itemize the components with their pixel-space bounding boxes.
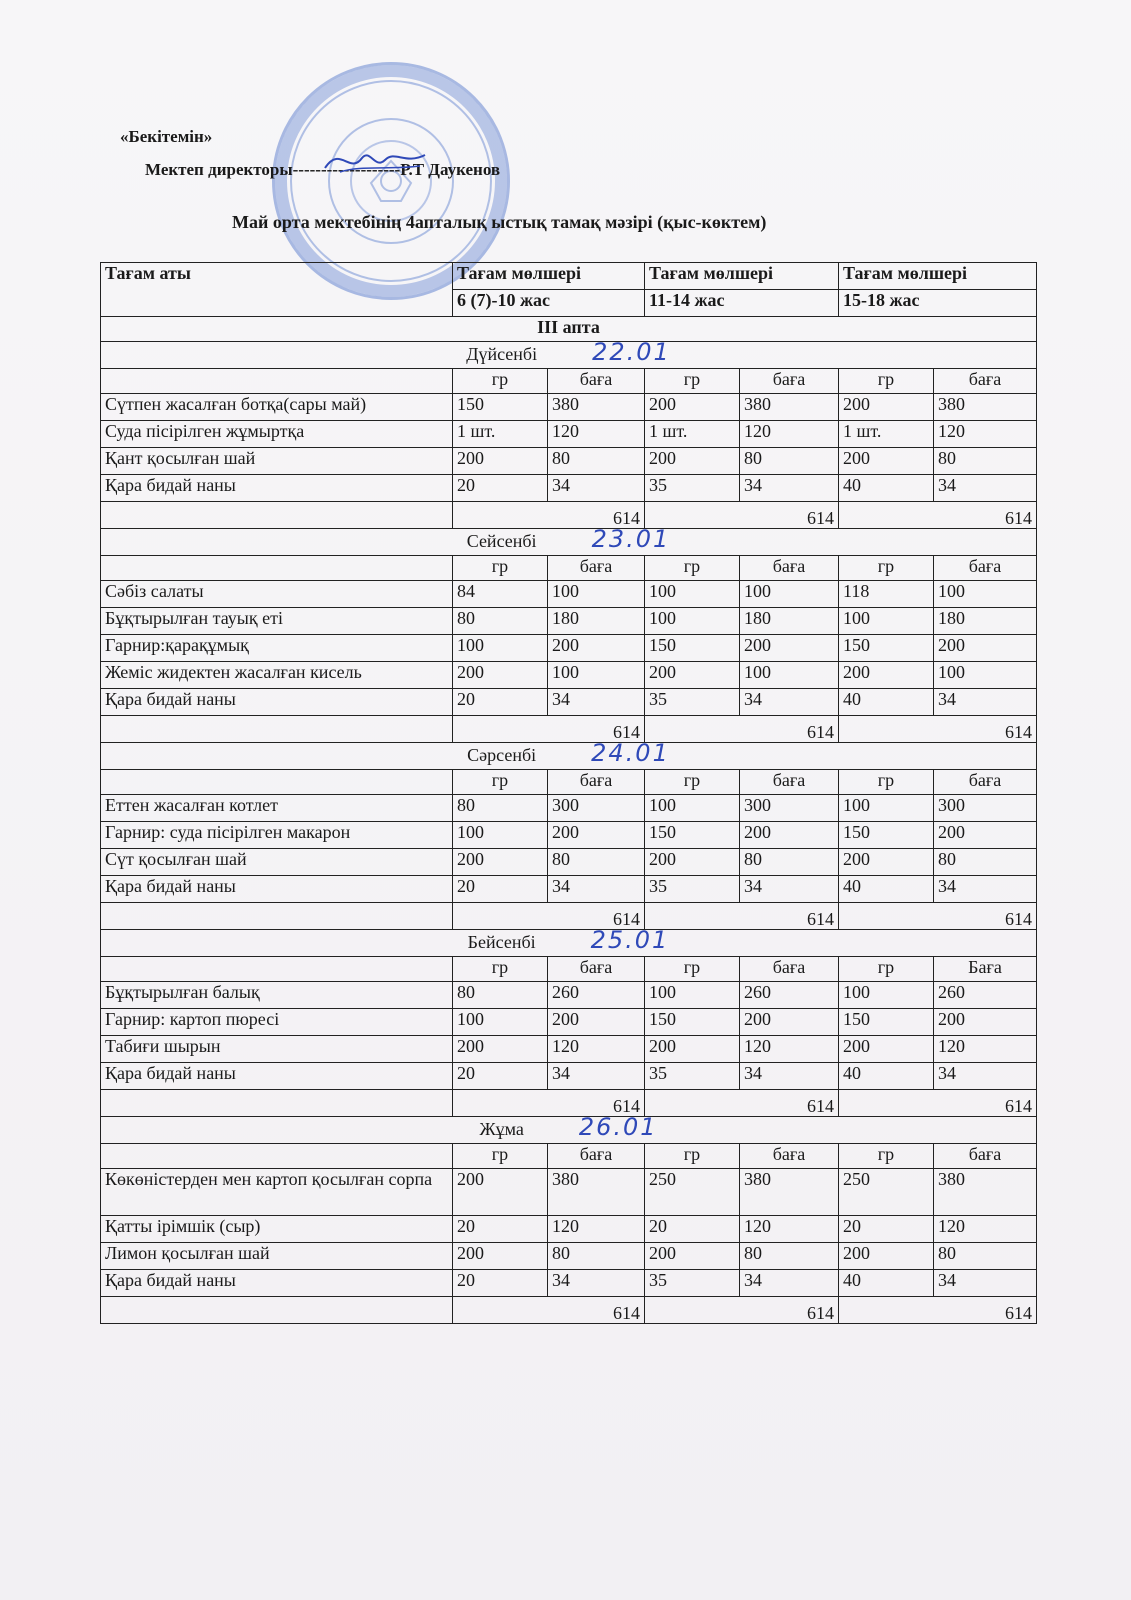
grams-value: 1 шт.	[645, 421, 740, 448]
column-qty-1: Тағам мөлшері	[453, 263, 645, 290]
dish-name: Жеміс жидектен жасалған кисель	[101, 662, 453, 689]
handwritten-date: 23.01	[591, 525, 671, 553]
grams-value: 200	[453, 1243, 548, 1270]
price-value: 34	[740, 876, 839, 903]
grams-value: 35	[645, 689, 740, 716]
price-value: 34	[548, 1063, 645, 1090]
price-value: 100	[740, 581, 839, 608]
price-value: 200	[548, 822, 645, 849]
day-cell	[101, 739, 1037, 770]
price-value: 380	[548, 394, 645, 421]
total-price: 614	[645, 1297, 839, 1324]
total-price: 614	[839, 1297, 1037, 1324]
price-value: 120	[934, 1036, 1037, 1063]
price-value: 100	[548, 581, 645, 608]
grams-value: 20	[453, 1216, 548, 1243]
dish-name: Қант қосылған шай	[101, 448, 453, 475]
price-value: 80	[548, 849, 645, 876]
day-name: Бейсенбі	[467, 932, 536, 952]
handwritten-date: 25.01	[590, 926, 670, 954]
grams-value: 100	[645, 982, 740, 1009]
blank-cell	[101, 957, 453, 982]
handwritten-date: 22.01	[592, 338, 671, 366]
price-value: 120	[548, 1216, 645, 1243]
table-row	[101, 1063, 1037, 1090]
price-value: 380	[740, 394, 839, 421]
grams-value: 200	[645, 1243, 740, 1270]
price-value: 260	[548, 982, 645, 1009]
price-value: 34	[740, 689, 839, 716]
grams-value: 150	[839, 1009, 934, 1036]
price-value: 34	[548, 876, 645, 903]
price-value: 100	[740, 662, 839, 689]
price-value: 200	[740, 1009, 839, 1036]
dish-name: Бұқтырылған тауық еті	[101, 608, 453, 635]
total-price: 614	[839, 903, 1037, 930]
grams-value: 150	[839, 635, 934, 662]
dish-name: Бұқтырылған балық	[101, 982, 453, 1009]
total-row	[101, 1090, 1037, 1117]
grams-value: 200	[453, 1169, 548, 1216]
dish-name: Сүтпен жасалған ботқа(сары май)	[101, 394, 453, 421]
unit-price: баға	[548, 770, 645, 795]
grams-value: 40	[839, 1063, 934, 1090]
approval-label: «Бекітемін»	[120, 127, 213, 146]
unit-grams: гр	[839, 957, 934, 982]
price-value: 34	[934, 876, 1037, 903]
blank-cell	[101, 1090, 453, 1117]
price-value: 100	[548, 662, 645, 689]
blank-cell	[101, 1297, 453, 1324]
day-row	[101, 342, 1037, 369]
grams-value: 250	[645, 1169, 740, 1216]
price-value: 80	[740, 448, 839, 475]
price-value: 34	[548, 689, 645, 716]
grams-value: 200	[645, 1036, 740, 1063]
grams-value: 100	[645, 608, 740, 635]
day-name: Сейсенбі	[466, 531, 537, 551]
grams-value: 150	[645, 822, 740, 849]
table-row	[101, 581, 1037, 608]
grams-value: 20	[453, 1063, 548, 1090]
price-value: 180	[740, 608, 839, 635]
unit-grams: гр	[645, 556, 740, 581]
total-price: 614	[839, 716, 1037, 743]
menu-table	[100, 262, 1037, 1324]
unit-row	[101, 556, 1037, 581]
unit-grams: гр	[645, 369, 740, 394]
grams-value: 250	[839, 1169, 934, 1216]
age-group-2: 11-14 жас	[645, 290, 839, 317]
blank-cell	[101, 716, 453, 743]
total-row	[101, 903, 1037, 930]
total-price: 614	[453, 716, 645, 743]
week-label: III апта	[101, 317, 1037, 342]
dish-name: Гарнир: суда пісірілген макарон	[101, 822, 453, 849]
unit-grams: гр	[839, 1144, 934, 1169]
grams-value: 20	[453, 1270, 548, 1297]
day-row	[101, 1117, 1037, 1144]
total-price: 614	[453, 1297, 645, 1324]
day-name: Дүйсенбі	[466, 344, 538, 364]
dish-name: Сәбіз салаты	[101, 581, 453, 608]
total-row	[101, 1297, 1037, 1324]
unit-price: баға	[548, 556, 645, 581]
day-name: Сәрсенбі	[467, 745, 537, 765]
grams-value: 80	[453, 982, 548, 1009]
price-value: 80	[934, 1243, 1037, 1270]
document-title: Май орта мектебінің 4апталық ыстық тамақ мәзірі (қыс-көктем)	[232, 212, 767, 232]
age-group-3: 15-18 жас	[839, 290, 1037, 317]
unit-grams: гр	[839, 369, 934, 394]
table-row	[101, 448, 1037, 475]
grams-value: 100	[839, 982, 934, 1009]
grams-value: 100	[453, 1009, 548, 1036]
price-value: 80	[548, 448, 645, 475]
table-row	[101, 475, 1037, 502]
price-value: 200	[934, 635, 1037, 662]
dish-name: Гарнир:қарақұмық	[101, 635, 453, 662]
grams-value: 150	[645, 1009, 740, 1036]
price-value: 34	[934, 1063, 1037, 1090]
dish-name: Қара бидай наны	[101, 1063, 453, 1090]
price-value: 120	[740, 1036, 839, 1063]
grams-value: 200	[453, 662, 548, 689]
unit-grams: гр	[645, 1144, 740, 1169]
table-row	[101, 421, 1037, 448]
unit-price: баға	[740, 369, 839, 394]
day-row	[101, 529, 1037, 556]
unit-price: баға	[740, 1144, 839, 1169]
unit-row	[101, 1144, 1037, 1169]
week-row	[101, 317, 1037, 342]
price-value: 200	[548, 635, 645, 662]
day-row	[101, 930, 1037, 957]
unit-price: баға	[548, 957, 645, 982]
unit-price: баға	[740, 770, 839, 795]
price-value: 100	[934, 581, 1037, 608]
unit-grams: гр	[453, 1144, 548, 1169]
header-row	[101, 263, 1037, 290]
unit-grams: гр	[453, 957, 548, 982]
price-value: 120	[548, 421, 645, 448]
unit-grams: гр	[645, 957, 740, 982]
unit-price: баға	[934, 1144, 1037, 1169]
grams-value: 200	[839, 1243, 934, 1270]
unit-grams: гр	[839, 556, 934, 581]
grams-value: 100	[453, 822, 548, 849]
grams-value: 35	[645, 876, 740, 903]
total-price: 614	[645, 1090, 839, 1117]
unit-grams: гр	[645, 770, 740, 795]
price-value: 34	[740, 1063, 839, 1090]
price-value: 34	[548, 475, 645, 502]
price-value: 200	[934, 822, 1037, 849]
unit-price: баға	[934, 770, 1037, 795]
unit-grams: гр	[453, 770, 548, 795]
grams-value: 20	[453, 475, 548, 502]
unit-price: баға	[934, 369, 1037, 394]
grams-value: 35	[645, 475, 740, 502]
grams-value: 150	[839, 822, 934, 849]
total-price: 614	[453, 1090, 645, 1117]
day-cell	[101, 1113, 1037, 1144]
price-value: 180	[548, 608, 645, 635]
price-value: 300	[934, 795, 1037, 822]
unit-grams: гр	[453, 556, 548, 581]
grams-value: 118	[839, 581, 934, 608]
grams-value: 200	[453, 849, 548, 876]
price-value: 34	[740, 475, 839, 502]
price-value: 380	[934, 1169, 1037, 1216]
table-row	[101, 1009, 1037, 1036]
table-row	[101, 635, 1037, 662]
grams-value: 200	[645, 662, 740, 689]
price-value: 34	[740, 1270, 839, 1297]
grams-value: 100	[453, 635, 548, 662]
total-price: 614	[453, 502, 645, 529]
grams-value: 200	[839, 394, 934, 421]
price-value: 34	[548, 1270, 645, 1297]
age-group-1: 6 (7)-10 жас	[453, 290, 645, 317]
blank-cell	[101, 502, 453, 529]
price-value: 100	[934, 662, 1037, 689]
price-value: 380	[548, 1169, 645, 1216]
price-value: 80	[934, 448, 1037, 475]
grams-value: 200	[645, 394, 740, 421]
dish-name: Қара бидай наны	[101, 876, 453, 903]
total-row	[101, 502, 1037, 529]
price-value: 80	[548, 1243, 645, 1270]
blank-cell	[101, 1144, 453, 1169]
unit-row	[101, 770, 1037, 795]
grams-value: 40	[839, 876, 934, 903]
grams-value: 35	[645, 1063, 740, 1090]
blank-cell	[101, 369, 453, 394]
handwritten-date: 24.01	[591, 739, 670, 767]
grams-value: 150	[453, 394, 548, 421]
total-price: 614	[839, 1090, 1037, 1117]
grams-value: 200	[453, 448, 548, 475]
total-price: 614	[839, 502, 1037, 529]
table-row	[101, 1169, 1037, 1216]
dish-name: Қатты ірімшік (сыр)	[101, 1216, 453, 1243]
day-name: Жұма	[479, 1119, 524, 1139]
price-value: 380	[934, 394, 1037, 421]
total-price: 614	[645, 716, 839, 743]
dish-name: Қара бидай наны	[101, 689, 453, 716]
grams-value: 200	[839, 1036, 934, 1063]
dish-name: Суда пісірілген жұмыртқа	[101, 421, 453, 448]
day-row	[101, 743, 1037, 770]
price-value: 260	[934, 982, 1037, 1009]
dish-name: Қара бидай наны	[101, 1270, 453, 1297]
director-line: Мектеп директоры-------------------Р.Т Даукенов	[145, 160, 501, 179]
price-value: 380	[740, 1169, 839, 1216]
dish-name: Қара бидай наны	[101, 475, 453, 502]
unit-price: Баға	[934, 957, 1037, 982]
grams-value: 1 шт.	[453, 421, 548, 448]
unit-grams: гр	[453, 369, 548, 394]
total-row	[101, 716, 1037, 743]
table-row	[101, 1270, 1037, 1297]
grams-value: 40	[839, 1270, 934, 1297]
grams-value: 200	[839, 448, 934, 475]
grams-value: 100	[839, 795, 934, 822]
table-row	[101, 608, 1037, 635]
day-cell	[101, 525, 1037, 556]
blank-cell	[101, 770, 453, 795]
table-row	[101, 822, 1037, 849]
unit-row	[101, 369, 1037, 394]
signature-icon	[320, 140, 430, 180]
grams-value: 40	[839, 475, 934, 502]
column-qty-2: Тағам мөлшері	[645, 263, 839, 290]
price-value: 200	[740, 822, 839, 849]
price-value: 300	[740, 795, 839, 822]
grams-value: 80	[453, 608, 548, 635]
price-value: 120	[740, 1216, 839, 1243]
column-dish-name: Тағам аты	[101, 263, 453, 317]
dish-name: Сүт қосылған шай	[101, 849, 453, 876]
handwritten-date: 26.01	[578, 1113, 658, 1141]
unit-row	[101, 957, 1037, 982]
unit-price: баға	[740, 957, 839, 982]
dish-name: Көкөністерден мен картоп қосылған сорпа	[101, 1169, 453, 1216]
total-price: 614	[645, 502, 839, 529]
price-value: 80	[934, 849, 1037, 876]
table-row	[101, 1036, 1037, 1063]
grams-value: 35	[645, 1270, 740, 1297]
grams-value: 200	[839, 662, 934, 689]
price-value: 180	[934, 608, 1037, 635]
price-value: 120	[740, 421, 839, 448]
grams-value: 20	[453, 689, 548, 716]
table-row	[101, 662, 1037, 689]
grams-value: 100	[645, 581, 740, 608]
table-row	[101, 1243, 1037, 1270]
table-row	[101, 795, 1037, 822]
table-row	[101, 982, 1037, 1009]
unit-price: баға	[934, 556, 1037, 581]
grams-value: 150	[645, 635, 740, 662]
blank-cell	[101, 556, 453, 581]
price-value: 120	[934, 1216, 1037, 1243]
grams-value: 84	[453, 581, 548, 608]
grams-value: 100	[839, 608, 934, 635]
day-cell	[101, 926, 1037, 957]
price-value: 200	[934, 1009, 1037, 1036]
table-row	[101, 876, 1037, 903]
grams-value: 40	[839, 689, 934, 716]
price-value: 120	[934, 421, 1037, 448]
price-value: 80	[740, 849, 839, 876]
grams-value: 20	[839, 1216, 934, 1243]
unit-price: баға	[740, 556, 839, 581]
dish-name: Табиғи шырын	[101, 1036, 453, 1063]
grams-value: 200	[645, 448, 740, 475]
grams-value: 200	[839, 849, 934, 876]
blank-cell	[101, 903, 453, 930]
price-value: 200	[548, 1009, 645, 1036]
table-row	[101, 1216, 1037, 1243]
unit-grams: гр	[839, 770, 934, 795]
price-value: 300	[548, 795, 645, 822]
unit-price: баға	[548, 369, 645, 394]
price-value: 34	[934, 1270, 1037, 1297]
day-cell	[101, 338, 1037, 369]
grams-value: 200	[453, 1036, 548, 1063]
grams-value: 1 шт.	[839, 421, 934, 448]
price-value: 34	[934, 475, 1037, 502]
dish-name: Гарнир: картоп пюресі	[101, 1009, 453, 1036]
grams-value: 80	[453, 795, 548, 822]
price-value: 34	[934, 689, 1037, 716]
grams-value: 200	[645, 849, 740, 876]
price-value: 200	[740, 635, 839, 662]
dish-name: Лимон қосылған шай	[101, 1243, 453, 1270]
grams-value: 20	[453, 876, 548, 903]
price-value: 120	[548, 1036, 645, 1063]
price-value: 260	[740, 982, 839, 1009]
table-row	[101, 394, 1037, 421]
grams-value: 20	[645, 1216, 740, 1243]
table-row	[101, 849, 1037, 876]
price-value: 80	[740, 1243, 839, 1270]
table-row	[101, 689, 1037, 716]
column-qty-3: Тағам мөлшері	[839, 263, 1037, 290]
unit-price: баға	[548, 1144, 645, 1169]
total-price: 614	[645, 903, 839, 930]
dish-name: Еттен жасалған котлет	[101, 795, 453, 822]
grams-value: 100	[645, 795, 740, 822]
total-price: 614	[453, 903, 645, 930]
